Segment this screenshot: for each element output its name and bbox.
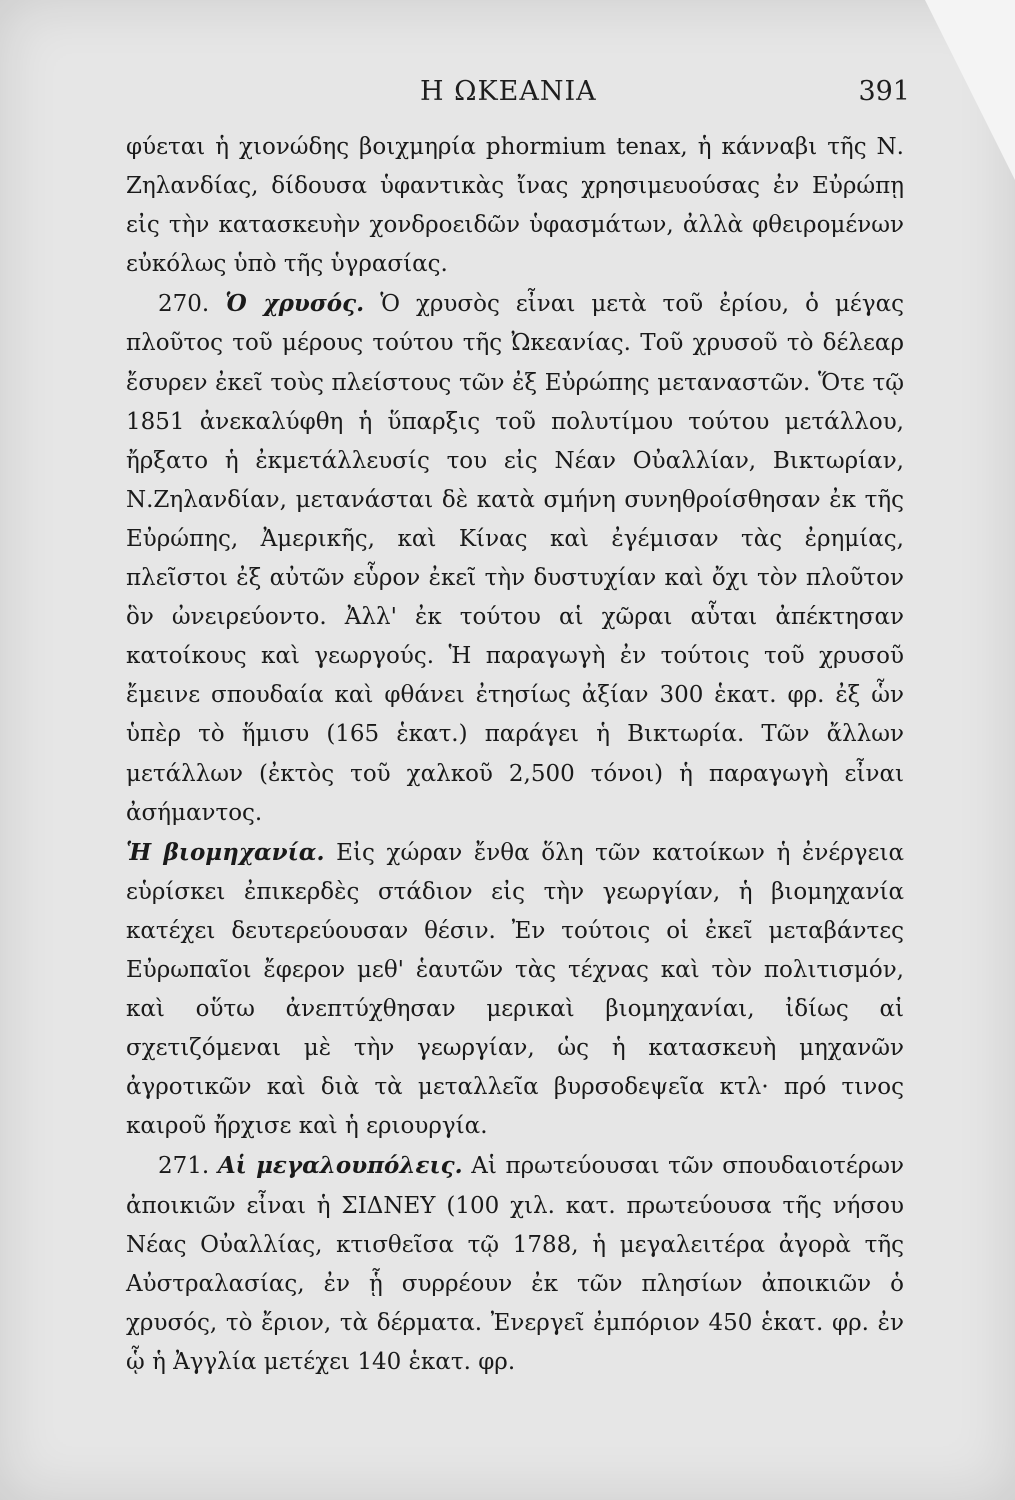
section-title: Ὁ χρυσός. — [225, 290, 365, 318]
section-271 — [126, 1146, 904, 1382]
page-number: 391 — [858, 76, 910, 107]
page-header — [0, 76, 1015, 116]
paragraph-text: φύεται ἡ χιονώδης βοιχμηρία phormium tenax, ἡ κάνναβι τῆς Ν. Ζηλανδίας, δίδουσα ὑφαντικὰς ἴνας χρησιμευούσας ἐν Εὐρώπῃ εἰς τὴν κατασκευὴν χονδροειδῶν ὑφασμάτων, ἀλλὰ φθειρομένων εὐκόλως ὑπὸ τῆς ὑγρασίας. — [126, 134, 904, 278]
body-text — [126, 128, 904, 1382]
section-number: 271. — [158, 1153, 210, 1180]
section-text: Ὁ χρυσὸς εἶναι μετὰ τοῦ ἐρίου, ὁ μέγας πλοῦτος τοῦ μέρους τούτου τῆς Ὠκεανίας. Τοῦ χρυσοῦ τὸ δέλεαρ ἔσυρεν ἐκεῖ τοὺς πλείστους τῶν ἐξ Εὐρώπης μεταναστῶν. Ὅτε τῷ 1851 ἀνεκαλύφθη ἡ ὕπαρξις τοῦ πολυτίμου τούτου μετάλλου, ἤρξατο ἡ ἐκμετάλλευσίς του εἰς Νέαν Οὐαλλίαν, Βικτωρίαν, Ν.Ζηλανδίαν, μετανάσται δὲ κατὰ σμήνη συνηθροίσθησαν ἐκ τῆς Εὐρώπης, Ἀμερικῆς, καὶ Κίνας καὶ ἐγέμισαν τὰς ἐρημίας, πλεῖστοι ἐξ αὐτῶν εὗρον ἐκεῖ τὴν δυστυχίαν καὶ ὄχι τὸν πλοῦτον ὃν ὠνειρεύοντο. Ἀλλ' ἐκ τούτου αἱ χῶραι αὗται ἀπέκτησαν κατοίκους καὶ γεωργούς. Ἡ παραγωγὴ ἐν τούτοις τοῦ χρυσοῦ ἔμεινε σπουδαία καὶ φθάνει ἐτησίως ἀξίαν 300 ἑκατ. φρ. ἐξ ὧν ὑπὲρ τὸ ἥμισυ (165 ἑκατ.) παράγει ἡ Βικτωρία. Τῶν ἄλλων μετάλλων (ἐκτὸς τοῦ χαλκοῦ 2,500 τόνοι) ἡ παραγωγὴ εἶναι ἀσήμαντος. — [126, 291, 905, 826]
subsection-text: Εἰς χώραν ἔνθα ὅλη τῶν κατοίκων ἡ ἐνέργεια εὑρίσκει ἐπικερδὲς στάδιον εἰς τὴν γεωργίαν, ἡ βιομηχανία κατέχει δευτερεύουσαν θέσιν. Ἐν τούτοις οἱ ἐκεῖ μεταβάντες Εὐρωπαῖοι ἔφερον μεθ' ἑαυτῶν τὰς τέχνας καὶ τὸν πολιτισμόν, καὶ οὕτω ἀνεπτύχθησαν μερικαὶ βιομηχανίαι, ἰδίως αἱ σχετιζόμεναι μὲ τὴν γεωργίαν, ὡς ἡ κατασκευὴ μηχανῶν ἀγροτικῶν καὶ διὰ τὰ μεταλλεῖα βυρσοδεψεῖα κτλ· πρό τινος καιροῦ ἤρχισε καὶ ἡ εριουργία. — [126, 839, 905, 1140]
section-title: Αἱ μεγαλουπόλεις. — [217, 1152, 463, 1180]
subsection-title: Ἡ βιομηχανία. — [126, 838, 325, 866]
section-number: 270. — [158, 291, 210, 318]
subsection-industry — [126, 833, 904, 1147]
paragraph-phormium — [126, 128, 904, 284]
section-text: Αἱ πρωτεύουσαι τῶν σπουδαιοτέρων ἀποικιῶν εἶναι ἡ ΣΙΔΝΕΥ (100 χιλ. κατ. πρωτεύουσα τῆς νήσου Νέας Οὐαλλίας, κτισθεῖσα τῷ 1788, ἡ μεγαλειτέρα ἀγορὰ τῆς Αὐστραλασίας, ἐν ᾗ συρρέουν ἐκ τῶν πλησίων ἀποικιῶν ὁ χρυσός, τὸ ἔριον, τὰ δέρματα. Ἐνεργεῖ ἐμπόριον 450 ἑκατ. φρ. ἐν ᾧ ἡ Ἀγγλία μετέχει 140 ἑκατ. φρ. — [126, 1153, 905, 1375]
section-270 — [126, 284, 904, 832]
running-title: Η ΩΚΕΑΝΙΑ — [420, 76, 597, 107]
